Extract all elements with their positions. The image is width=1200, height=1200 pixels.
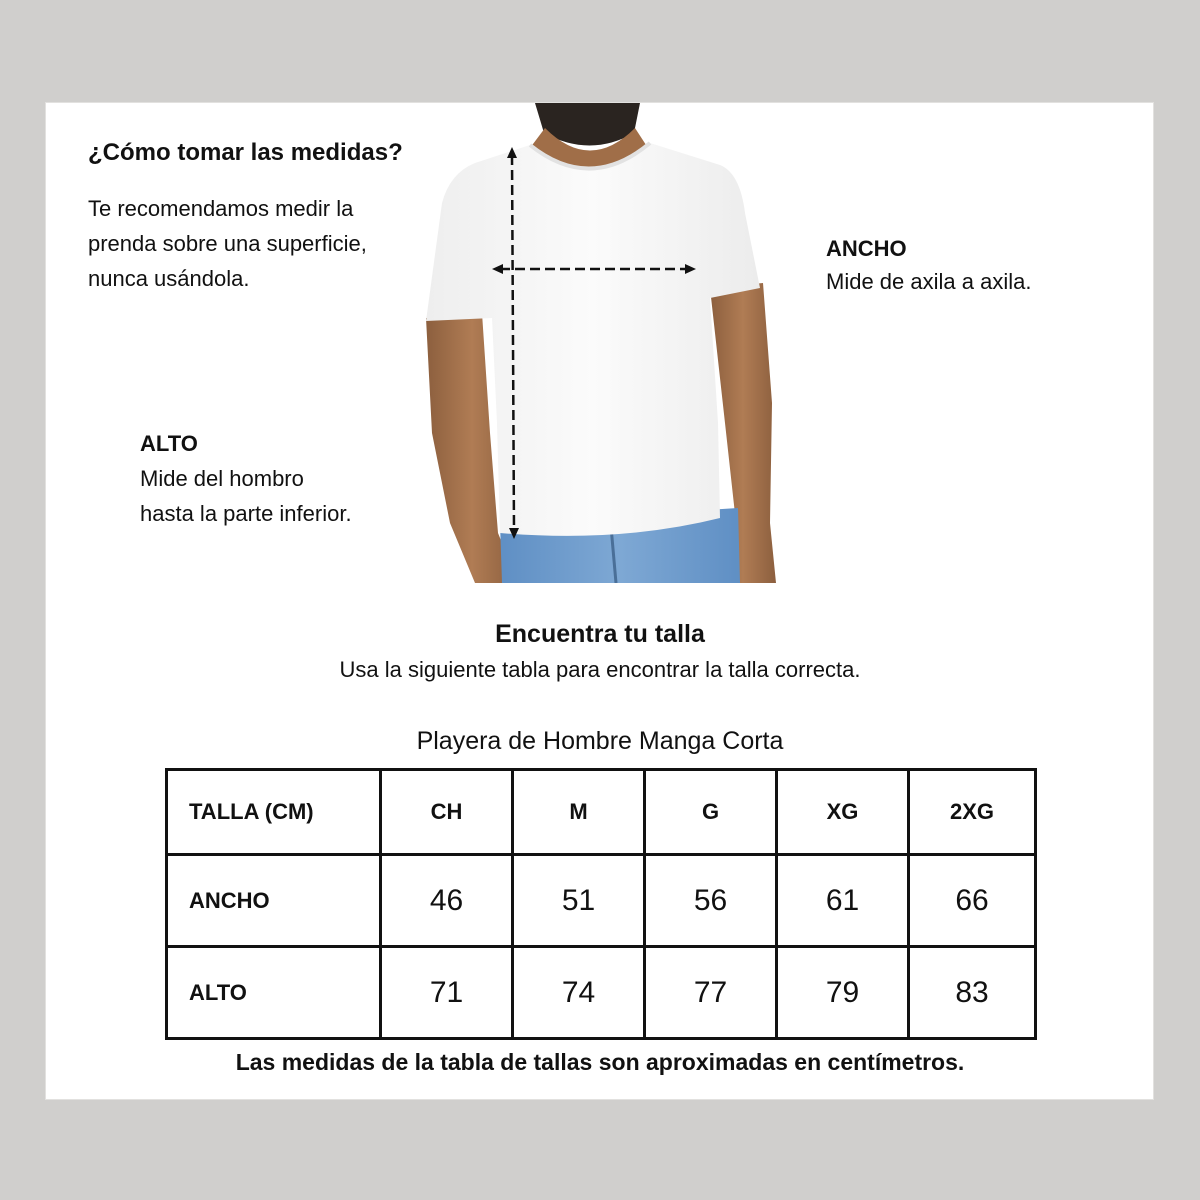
- howto-title: ¿Cómo tomar las medidas?: [88, 139, 403, 166]
- header-cell: CH: [381, 770, 513, 855]
- alto-line: Mide del hombro: [140, 466, 304, 491]
- ancho-description: Mide de axila a axila.: [826, 269, 1032, 294]
- table-cell: 46: [381, 855, 513, 947]
- header-cell: TALLA (CM): [167, 770, 381, 855]
- footnote: Las medidas de la tabla de tallas son aproximadas en centímetros.: [235, 1049, 965, 1075]
- table-row: [167, 855, 1036, 947]
- table-cell: 83: [909, 947, 1036, 1039]
- table-cell: 61: [777, 855, 909, 947]
- howto-line: Te recomendamos medir la: [88, 196, 354, 221]
- table-caption: Playera de Hombre Manga Corta: [416, 727, 784, 755]
- howto-body: [88, 191, 428, 296]
- table-cell: 56: [645, 855, 777, 947]
- size-table: [165, 768, 1037, 1040]
- find-size-title: Encuentra tu talla: [495, 620, 705, 648]
- table-cell: 66: [909, 855, 1036, 947]
- table-cell: 71: [381, 947, 513, 1039]
- row-label: ANCHO: [167, 855, 381, 947]
- ancho-explanation: [826, 232, 1031, 298]
- table-cell: 77: [645, 947, 777, 1039]
- header-cell: XG: [777, 770, 909, 855]
- table-cell: 79: [777, 947, 909, 1039]
- tshirt-model-photo: [420, 103, 780, 583]
- table-row: [167, 947, 1036, 1039]
- table-cell: 51: [513, 855, 645, 947]
- find-size-subtitle: Usa la siguiente tabla para encontrar la talla correcta.: [339, 657, 861, 682]
- header-cell: 2XG: [909, 770, 1036, 855]
- ancho-label: ANCHO: [826, 236, 907, 261]
- alto-line: hasta la parte inferior.: [140, 501, 352, 526]
- alto-explanation: [140, 426, 352, 531]
- header-cell: G: [645, 770, 777, 855]
- header-cell: M: [513, 770, 645, 855]
- howto-line: nunca usándola.: [88, 266, 250, 291]
- table-header-row: [167, 770, 1036, 855]
- howto-line: prenda sobre una superficie,: [88, 231, 367, 256]
- table-cell: 74: [513, 947, 645, 1039]
- row-label: ALTO: [167, 947, 381, 1039]
- alto-label: ALTO: [140, 431, 198, 456]
